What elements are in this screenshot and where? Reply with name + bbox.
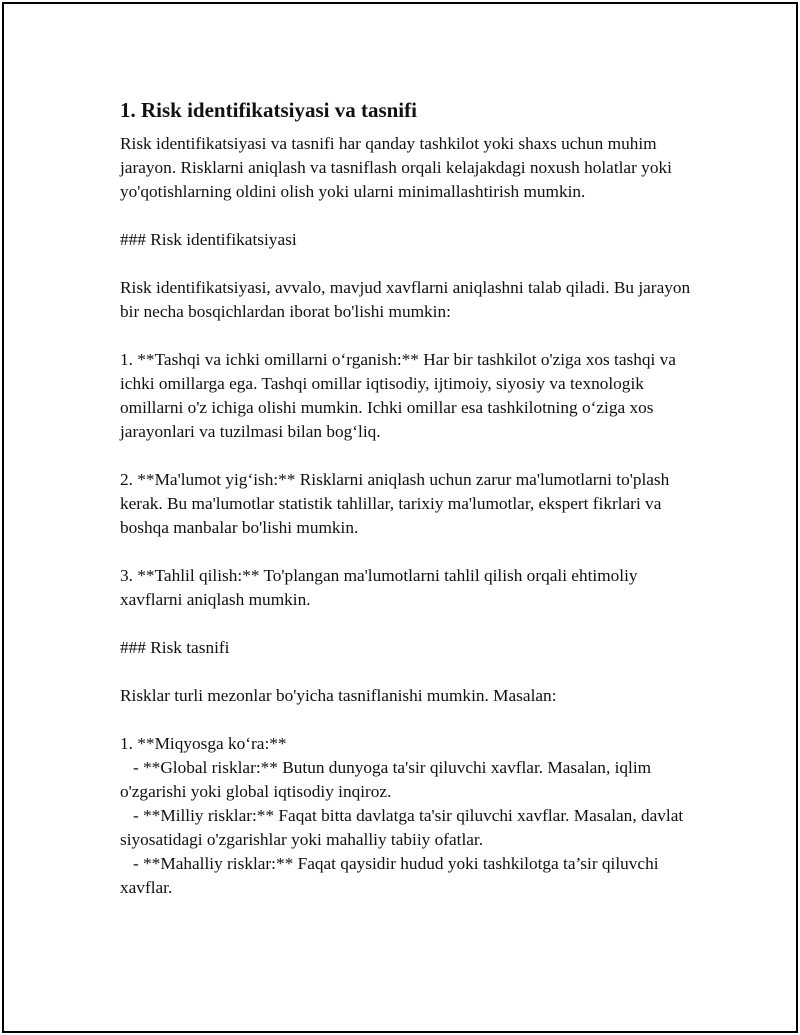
document-body bbox=[120, 96, 700, 900]
intro-paragraph: Risk identifikatsiyasi va tasnifi har qanday tashkilot yoki shaxs uchun muhim jarayon. Risklarni aniqlash va tasniflash orqali kelajakdagi noxush holatlar yoki yo'qotishlarning oldini olish yoki ularni minimallashtirish mumkin. bbox=[120, 134, 677, 201]
section-heading-identification: ### Risk identifikatsiyasi bbox=[120, 230, 297, 249]
list-item-scale: 1. **Miqyosga ko‘ra:** - **Global risklar:** Butun dunyoga ta'sir qiluvchi xavflar. Masalan, iqlim o'zgarishi yoki global iqtisodiy inqiroz. - **Milliy risklar:** Faqat bitta davlatga ta'sir qiluvchi xavflar. Masalan, davlat siyosatidagi o'zgarishlar yoki mahalliy tabiiy ofatlar. - **Mahalliy risklar:** Faqat qaysidir hudud yoki tashkilotga ta’sir qiluvchi xavflar. bbox=[120, 734, 684, 897]
document-title: 1. Risk identifikatsiyasi va tasnifi bbox=[120, 98, 417, 122]
classification-paragraph: Risklar turli mezonlar bo'yicha tasniflanishi mumkin. Masalan: bbox=[120, 686, 557, 705]
page-frame bbox=[2, 2, 798, 1033]
section-heading-classification: ### Risk tasnifi bbox=[120, 638, 230, 657]
list-item-data-collection: 2. **Ma'lumot yig‘ish:** Risklarni aniqlash uchun zarur ma'lumotlarni to'plash kerak. Bu ma'lumotlar statistik tahlillar, tarixiy ma'lumotlar, ekspert fikrlari va boshqa manbalar bo'lishi mumkin. bbox=[120, 470, 674, 537]
identification-paragraph: Risk identifikatsiyasi, avvalo, mavjud xavflarni aniqlashni talab qiladi. Bu jarayon bir necha bosqichlardan iborat bo'lishi mumkin: bbox=[120, 278, 695, 321]
list-item-external-internal-factors: 1. **Tashqi va ichki omillarni o‘rganish:** Har bir tashkilot o'ziga xos tashqi va ichki omillarga ega. Tashqi omillar iqtisodiy, ijtimoiy, siyosiy va texnologik omillarni o'z ichiga olishi mumkin. Ichki omillar esa tashkilotning o‘ziga xos jarayonlari va tuzilmasi bilan bog‘liq. bbox=[120, 350, 681, 441]
list-item-analysis: 3. **Tahlil qilish:** To'plangan ma'lumotlarni tahlil qilish orqali ehtimoliy xavflarni aniqlash mumkin. bbox=[120, 566, 642, 609]
